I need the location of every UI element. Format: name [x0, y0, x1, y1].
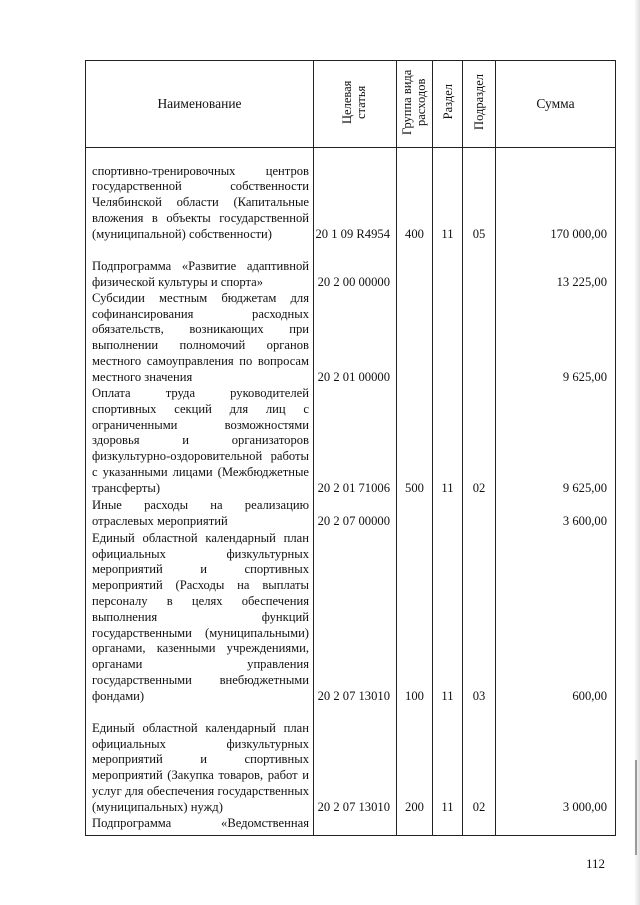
row-subsection: 03	[463, 530, 496, 705]
row-sum: 3 000,00	[496, 705, 616, 816]
row-expense-group	[397, 497, 433, 530]
row-subsection	[463, 291, 496, 386]
row-expense-group: 400	[397, 148, 433, 243]
row-sum: 600,00	[496, 530, 616, 705]
row-expense-group	[397, 291, 433, 386]
header-name: Наименование	[86, 61, 314, 148]
row-expense-group: 100	[397, 530, 433, 705]
row-name: Подпрограмма «Ведомственная	[86, 816, 314, 836]
budget-table	[85, 60, 616, 836]
header-section-label: Раздел	[440, 84, 455, 120]
row-section	[433, 816, 463, 836]
header-subsection	[463, 61, 496, 148]
row-section: 11	[433, 530, 463, 705]
row-subsection	[463, 243, 496, 291]
row-subsection	[463, 497, 496, 530]
table-row	[86, 816, 616, 836]
row-sum: 9 625,00	[496, 291, 616, 386]
row-name: Единый областной календарный план официальных физкультурных мероприятий и спортивных мероприятий (Расходы на выплаты персоналу в целях обеспечения выполнения функций государственными (муниципальными) органами, казенными учреждениями, органами управления государственными внебюджетными фондами)	[86, 530, 314, 705]
table-row	[86, 148, 616, 243]
row-sum: 9 625,00	[496, 386, 616, 497]
header-row	[86, 61, 616, 148]
row-subsection: 02	[463, 705, 496, 816]
row-name: Субсидии местным бюджетам для софинансирования расходных обязательств, возникающих при выполнении полномочий органов местного самоуправления по вопросам местного значения	[86, 291, 314, 386]
row-sum: 170 000,00	[496, 148, 616, 243]
row-name: Подпрограмма «Развитие адаптивной физической культуры и спорта»	[86, 243, 314, 291]
header-section	[433, 61, 463, 148]
row-sum: 3 600,00	[496, 497, 616, 530]
row-target-article: 20 2 07 13010	[314, 530, 397, 705]
document-page	[85, 60, 615, 846]
row-section: 11	[433, 705, 463, 816]
table-row	[86, 291, 616, 386]
row-sum	[496, 816, 616, 836]
row-target-article: 20 2 01 00000	[314, 291, 397, 386]
header-target-article-label: Целевая статья	[340, 80, 368, 124]
row-target-article: 20 2 00 00000	[314, 243, 397, 291]
row-expense-group	[397, 816, 433, 836]
header-sum: Сумма	[496, 61, 616, 148]
row-target-article: 20 2 01 71006	[314, 386, 397, 497]
table-row	[86, 530, 616, 705]
table-row	[86, 243, 616, 291]
row-section	[433, 291, 463, 386]
row-section	[433, 243, 463, 291]
table-row	[86, 705, 616, 816]
row-sum: 13 225,00	[496, 243, 616, 291]
header-target-article	[314, 61, 397, 148]
header-expense-group-label: Группа вида расходов	[399, 69, 428, 135]
row-expense-group: 500	[397, 386, 433, 497]
row-subsection	[463, 816, 496, 836]
row-name: Оплата труда руководителей спортивных секций для лиц с ограниченными возможностями здоровья и организаторов физкультурно-оздоровительной работы с указанными лицами (Межбюджетные трансферты)	[86, 386, 314, 497]
row-target-article: 20 1 09 R4954	[314, 148, 397, 243]
header-expense-group	[397, 61, 433, 148]
row-name: Единый областной календарный план официальных физкультурных мероприятий и спортивных мероприятий (Закупка товаров, работ и услуг для обеспечения государственных (муниципальных) нужд)	[86, 705, 314, 816]
row-expense-group: 200	[397, 705, 433, 816]
table-row	[86, 386, 616, 497]
page-number: 112	[586, 856, 606, 871]
header-subsection-label: Подраздел	[472, 74, 486, 131]
row-section	[433, 497, 463, 530]
row-section: 11	[433, 148, 463, 243]
row-section: 11	[433, 386, 463, 497]
scan-edge-mark	[635, 760, 637, 855]
row-target-article	[314, 816, 397, 836]
row-name: Иные расходы на реализацию отраслевых мероприятий	[86, 497, 314, 530]
row-name: спортивно-тренировочных центров государственной собственности Челябинской области (Капитальные вложения в объекты государственной (муниципальной) собственности)	[86, 148, 314, 243]
row-target-article: 20 2 07 00000	[314, 497, 397, 530]
row-target-article: 20 2 07 13010	[314, 705, 397, 816]
row-subsection: 02	[463, 386, 496, 497]
row-expense-group	[397, 243, 433, 291]
table-row	[86, 497, 616, 530]
row-subsection: 05	[463, 148, 496, 243]
